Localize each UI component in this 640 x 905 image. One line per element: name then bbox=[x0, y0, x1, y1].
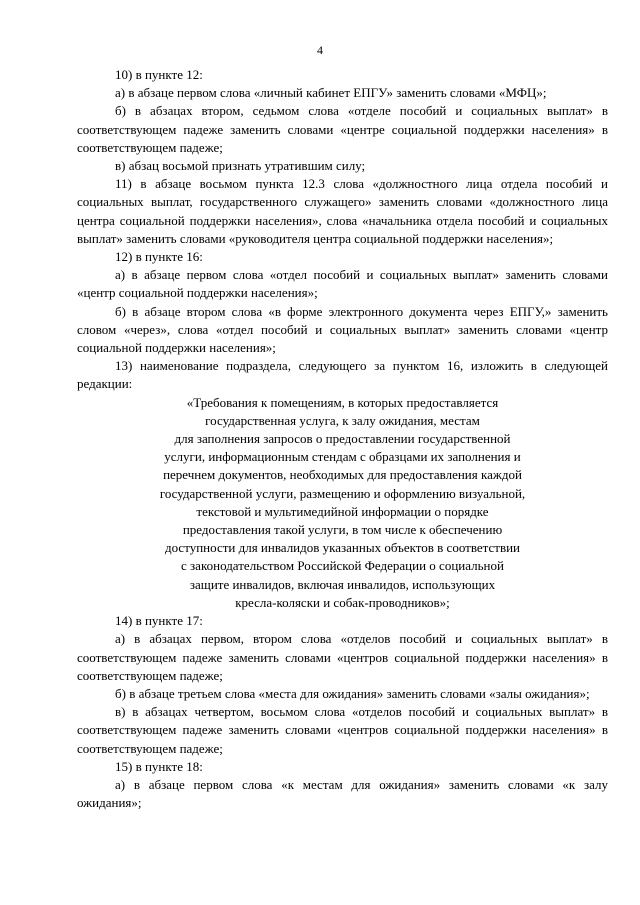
paragraph: б) в абзацах втором, седьмом слова «отделе пособий и социальных выплат» в соответствующем падеже заменить словами «центре социальной поддержки населения» в соответствующем падеже; bbox=[77, 103, 608, 155]
paragraph: а) в абзаце первом слова «к местам для ожидания» заменить словами «к залу ожидания»; bbox=[77, 776, 608, 811]
heading-line: защите инвалидов, включая инвалидов, использующих bbox=[189, 576, 496, 592]
paragraph: а) в абзаце первом слова «личный кабинет ЕПГУ» заменить словами «МФЦ»; bbox=[115, 85, 547, 101]
heading-line: государственная услуга, к залу ожидания, местам bbox=[205, 412, 480, 428]
heading-line: государственной услуги, размещению и оформлению визуальной, bbox=[159, 485, 526, 501]
document-body bbox=[77, 66, 608, 812]
paragraph: 10) в пункте 12: bbox=[115, 67, 203, 82]
heading-line: с законодательством Российской Федерации о социальной bbox=[181, 558, 504, 574]
paragraph: 14) в пункте 17: bbox=[115, 613, 203, 629]
paragraph: 12) в пункте 16: bbox=[115, 249, 203, 265]
heading-line: для заполнения запросов о предоставлении государственной bbox=[174, 431, 511, 447]
heading-line: «Требования к помещениям, в которых предоставляется bbox=[186, 394, 499, 410]
heading-line: текстовой и мультимедийной информации о порядке bbox=[196, 503, 489, 519]
paragraph: 15) в пункте 18: bbox=[115, 758, 203, 774]
subsection-heading bbox=[77, 394, 608, 612]
paragraph: 13) наименование подраздела, следующего за пунктом 16, изложить в следующей редакции: bbox=[77, 358, 608, 392]
paragraph: 11) в абзаце восьмом пункта 12.3 слова «должностного лица отдела пособий и социальных выплат, государственного служащего» заменить словами «должностного лица центра социальной поддержки населения», слова «начальника отдела пособий и социальных выплат» заменить словами «руководителя центра социальной поддержки населения»; bbox=[77, 176, 608, 246]
heading-line: доступности для инвалидов указанных объектов в соответствии bbox=[164, 540, 521, 556]
paragraph: в) в абзацах четвертом, восьмом слова «отделов пособий и социальных выплат» в соответствующем падеже заменить словами «центров социальной поддержки населения» в соответствующем падеже; bbox=[77, 704, 608, 756]
paragraph: в) абзац восьмой признать утратившим силу; bbox=[115, 158, 366, 174]
paragraph: а) в абзаце первом слова «отдел пособий и социальных выплат» заменить словами «центр социальной поддержки населения»; bbox=[77, 267, 608, 301]
heading-line: услуги, информационным стендам с образцами их заполнения и bbox=[164, 449, 521, 465]
paragraph: б) в абзаце третьем слова «места для ожидания» заменить словами «залы ожидания»; bbox=[115, 685, 590, 701]
heading-line: кресла-коляски и собак-проводников»; bbox=[235, 594, 450, 610]
heading-line: предоставления такой услуги, в том числе к обеспечению bbox=[182, 522, 503, 538]
page-number: 4 bbox=[317, 43, 323, 57]
paragraph: а) в абзацах первом, втором слова «отделов пособий и социальных выплат» в соответствующем падеже заменить словами «центров социальной поддержки населения» в соответствующем падеже; bbox=[77, 631, 608, 683]
paragraph: б) в абзаце втором слова «в форме электронного документа через ЕПГУ,» заменить словом «через», слова «отдел пособий и социальных выплат» заменить словами «центр социальной поддержки населения»; bbox=[77, 303, 608, 356]
heading-line: перечнем документов, необходимых для предоставления каждой bbox=[163, 467, 522, 483]
